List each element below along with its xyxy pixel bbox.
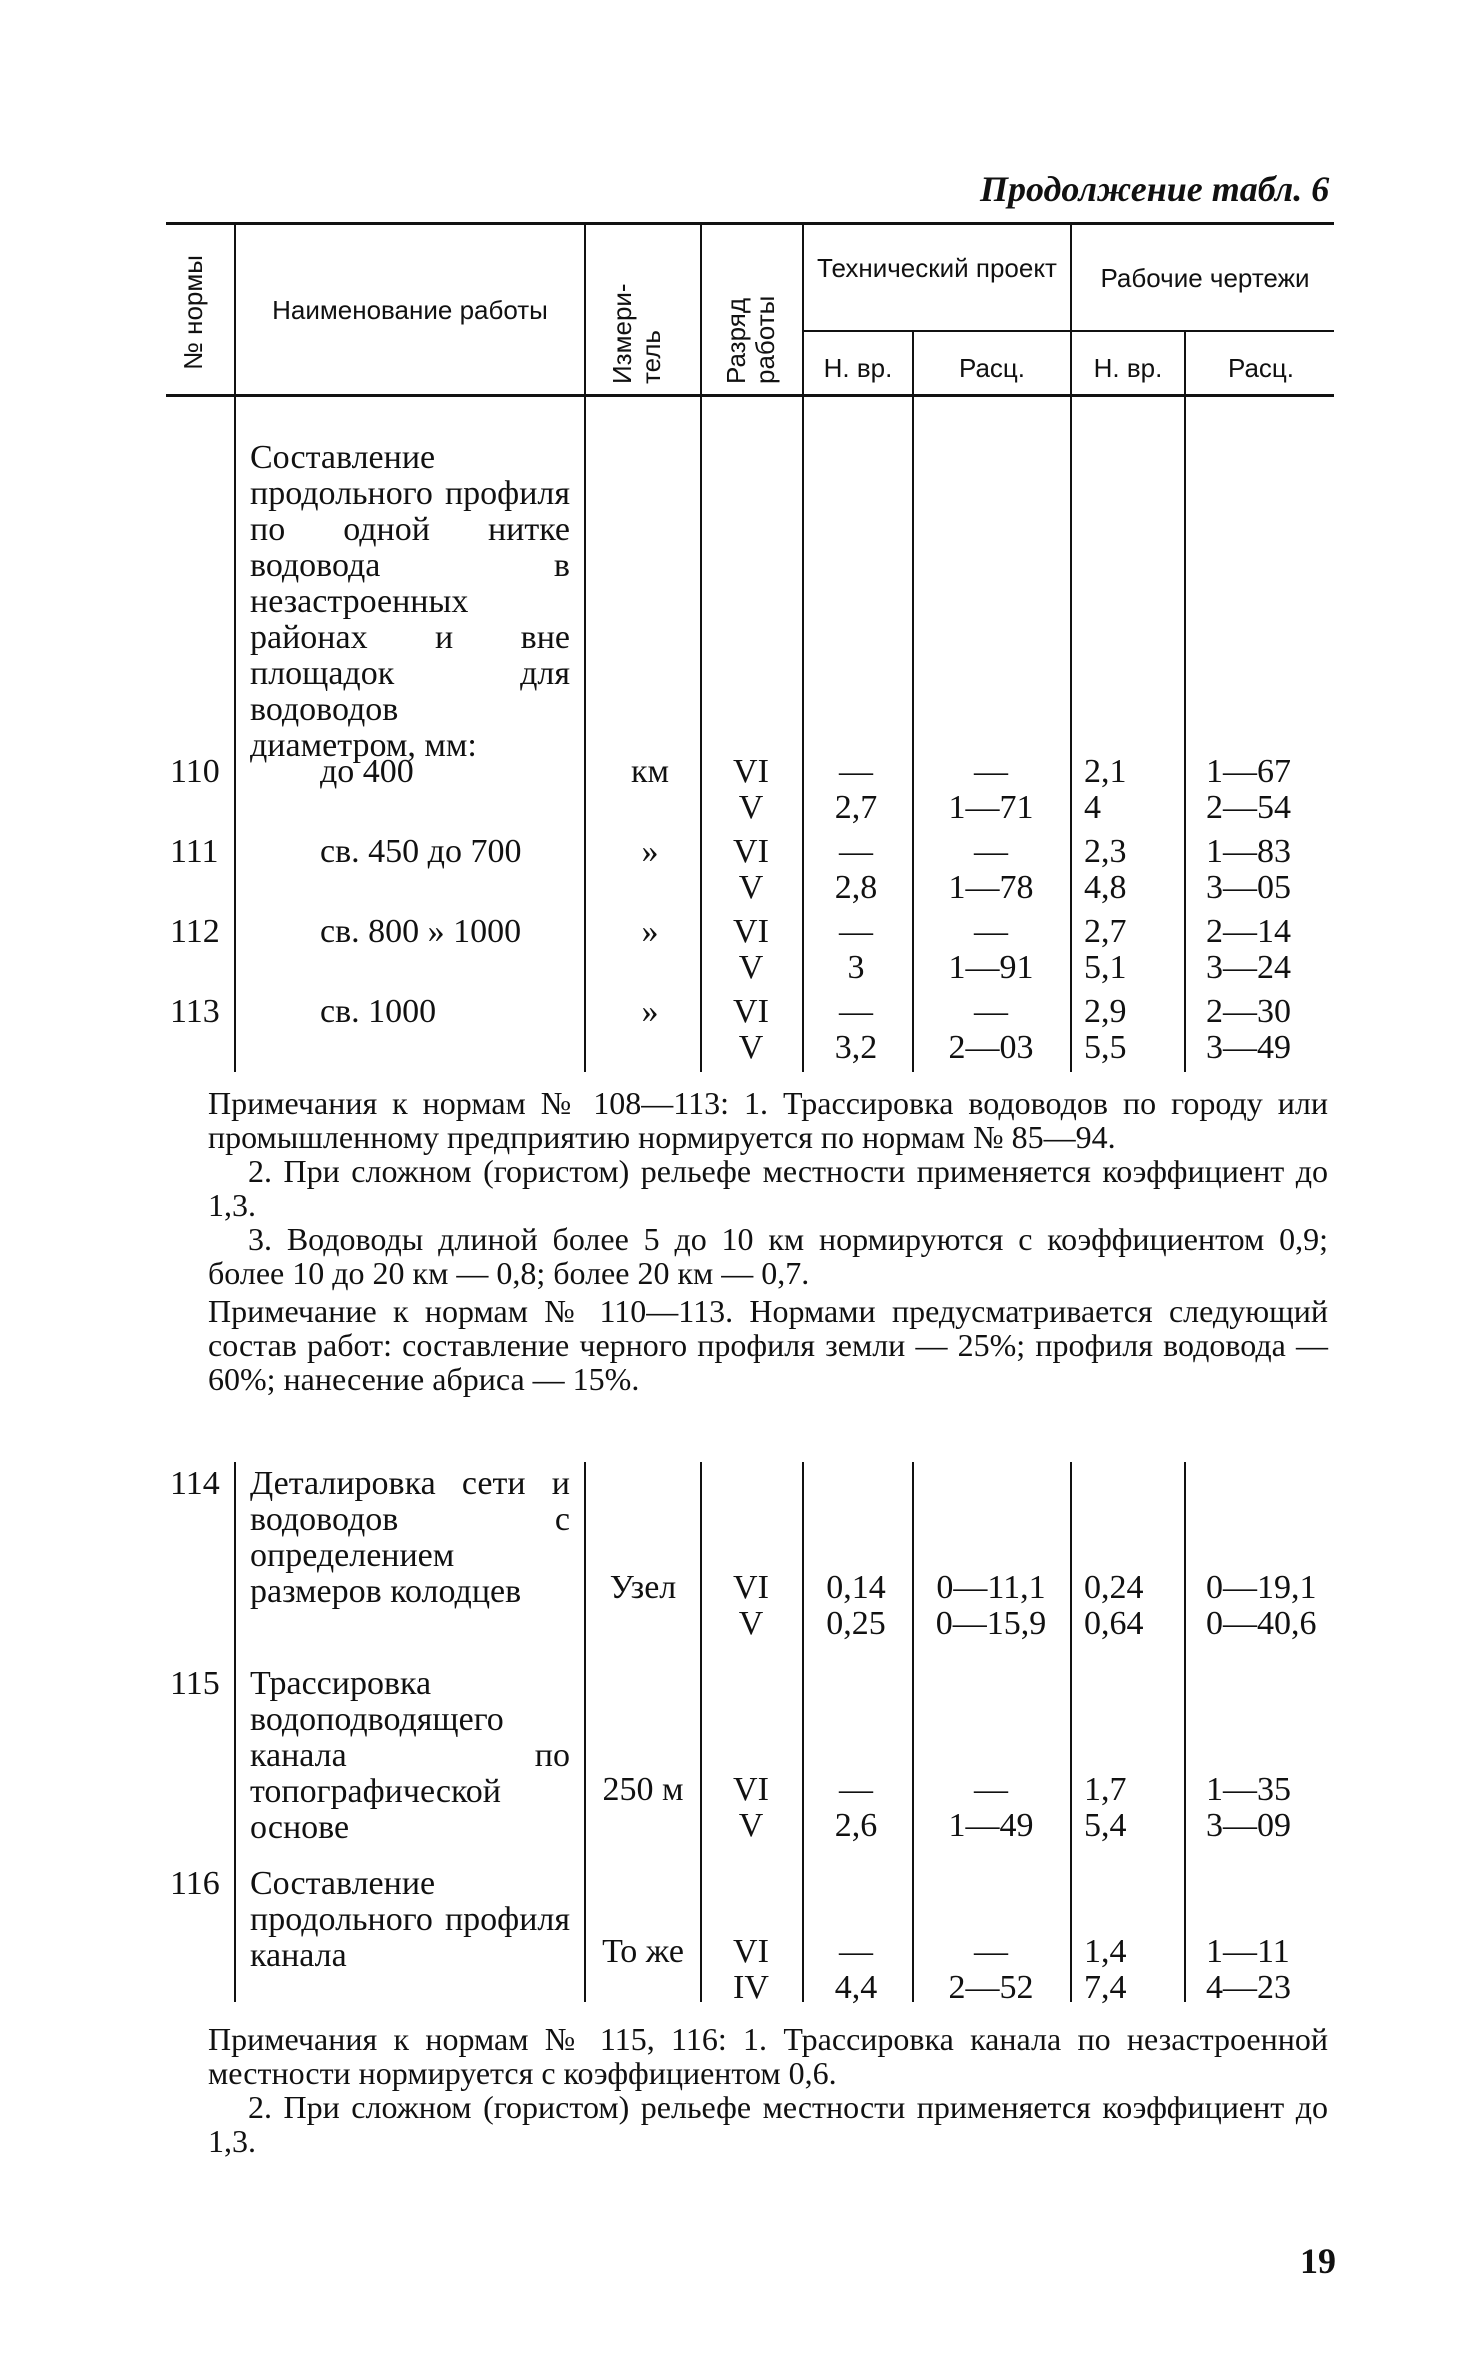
work-rate: 4—23 [1206, 1969, 1291, 2006]
tech-rate: — [974, 753, 1008, 790]
work-rate: 2—14 [1206, 913, 1291, 950]
tech-rate: 1—71 [948, 789, 1034, 826]
grade: V [738, 949, 764, 986]
header-tech-project: Технический проект [817, 253, 1057, 283]
notes-block-1 [208, 1086, 1328, 1396]
work-hours: 4 [1084, 789, 1101, 826]
work-hours: 0,24 [1084, 1569, 1144, 1606]
header-rate2: Расц. [1227, 353, 1295, 383]
work-rate: 1—11 [1206, 1933, 1290, 1970]
group1-intro: Составление продольного профиля по одной нитке водовода в незастроенных районах и вне площадок для водоводов диаметром, мм: [250, 439, 570, 764]
header-work-name: Наименование работы [272, 295, 548, 325]
work-rate: 1—67 [1206, 753, 1291, 790]
note-2-1: Примечания к нормам № 115, 116: 1. Трассировка канала по незастроенной местности нормируется с коэффициентом 0,6. [208, 2021, 1328, 2091]
grade: IV [733, 1969, 769, 2006]
tech-rate: 1—91 [948, 949, 1034, 986]
work-hours: 1,4 [1084, 1933, 1127, 1970]
work-name: до 400 [320, 753, 414, 790]
tech-hours: 0,25 [826, 1605, 886, 1642]
tech-rate: 2—52 [948, 1969, 1034, 2006]
note-1-2: 2. При сложном (гористом) рельефе местности применяется коэффициент до 1,3. [208, 1153, 1328, 1223]
continuation-label: Продолжение табл. 6 [980, 169, 1330, 209]
subheader-rule [802, 330, 1334, 332]
tech-rate: — [974, 913, 1008, 950]
note-1-1: Примечания к нормам № 108—113: 1. Трассировка водоводов по городу или промышленному предприятию нормируется по нормам № 85—94. [208, 1085, 1328, 1155]
tech-hours: — [839, 993, 873, 1030]
grade: V [738, 869, 764, 906]
header-unit: Измери-тель [607, 283, 666, 384]
work-hours: 4,8 [1084, 869, 1127, 906]
work-name: Деталировка сети и водоводов с определением размеров колодцев [250, 1465, 570, 1610]
col-divider [584, 1462, 586, 2002]
norm-number: 111 [170, 833, 219, 870]
tech-hours: — [839, 833, 873, 870]
tech-hours: 4,4 [834, 1969, 878, 2006]
unit: » [641, 833, 659, 870]
col-divider [802, 1462, 804, 2002]
norm-number: 114 [170, 1465, 220, 1502]
note-1-4: Примечание к нормам № 110—113. Нормами предусматривается следующий состав работ: составление черного профиля земли — 25%; профиля водовода — 60%; нанесение абриса — 15%. [208, 1293, 1328, 1397]
tech-rate: — [974, 833, 1008, 870]
tech-rate: — [974, 1771, 1008, 1808]
tech-rate: — [974, 993, 1008, 1030]
unit: » [641, 913, 659, 950]
col-divider [912, 330, 914, 1072]
tech-hours: 2,7 [834, 789, 878, 826]
work-hours: 2,3 [1084, 833, 1127, 870]
work-hours: 1,7 [1084, 1771, 1127, 1808]
tech-rate: 2—03 [948, 1029, 1034, 1066]
work-hours: 5,1 [1084, 949, 1127, 986]
work-hours: 5,4 [1084, 1807, 1127, 1844]
col-divider [700, 1462, 702, 2002]
tech-hours: — [839, 1933, 873, 1970]
grade: V [738, 1807, 764, 1844]
tech-rate: — [974, 1933, 1008, 1970]
unit: 250 м [602, 1771, 684, 1808]
unit: Узел [609, 1569, 677, 1606]
norm-number: 116 [170, 1865, 220, 1902]
work-hours: 0,64 [1084, 1605, 1144, 1642]
tech-hours: 2,8 [834, 869, 878, 906]
page-number: 19 [1300, 2241, 1336, 2281]
work-name: св. 800 » 1000 [320, 913, 522, 950]
work-name: св. 1000 [320, 993, 437, 1030]
tech-hours: 3,2 [834, 1029, 878, 1066]
grade: VI [733, 753, 769, 790]
col-divider [234, 1462, 236, 2002]
tech-rate: 1—49 [948, 1807, 1034, 1844]
header-rate: Расц. [958, 353, 1026, 383]
tech-hours: — [839, 913, 873, 950]
tech-rate: 1—78 [948, 869, 1034, 906]
tech-hours: — [839, 1771, 873, 1808]
header-norm-no: № нормы [178, 255, 208, 370]
work-rate: 0—19,1 [1206, 1569, 1317, 1606]
norm-number: 112 [170, 913, 220, 950]
work-rate: 1—35 [1206, 1771, 1291, 1808]
unit: То же [602, 1933, 684, 1970]
work-hours: 5,5 [1084, 1029, 1127, 1066]
header-hours: Н. вр. [823, 353, 893, 383]
norm-number: 113 [170, 993, 220, 1030]
work-hours: 2,1 [1084, 753, 1127, 790]
grade: VI [733, 1569, 769, 1606]
work-rate: 0—40,6 [1206, 1605, 1317, 1642]
col-divider [1184, 1462, 1186, 2002]
norm-number: 115 [170, 1665, 220, 1702]
grade: VI [733, 993, 769, 1030]
work-hours: 7,4 [1084, 1969, 1127, 2006]
grade: V [738, 1029, 764, 1066]
work-rate: 1—83 [1206, 833, 1291, 870]
col-divider [802, 222, 804, 1072]
work-rate: 3—09 [1206, 1807, 1291, 1844]
grade: VI [733, 833, 769, 870]
grade: VI [733, 913, 769, 950]
work-hours: 2,7 [1084, 913, 1127, 950]
work-rate: 2—54 [1206, 789, 1291, 826]
col-divider [234, 222, 236, 1072]
note-2-2: 2. При сложном (гористом) рельефе местности применяется коэффициент до 1,3. [208, 2089, 1328, 2159]
header-hours2: Н. вр. [1093, 353, 1163, 383]
work-hours: 2,9 [1084, 993, 1127, 1030]
work-rate: 3—05 [1206, 869, 1291, 906]
tech-hours: 3 [847, 949, 865, 986]
col-divider [700, 222, 702, 1072]
unit: » [641, 993, 659, 1030]
work-rate: 2—30 [1206, 993, 1291, 1030]
tech-rate: 0—15,9 [935, 1605, 1047, 1642]
work-name: Составление продольного профиля канала [250, 1865, 570, 1974]
col-divider [1184, 330, 1186, 1072]
work-rate: 3—49 [1206, 1029, 1291, 1066]
grade: V [738, 1605, 764, 1642]
header-working-drawings: Рабочие чертежи [1100, 263, 1310, 293]
col-divider [1070, 1462, 1072, 2002]
tech-rate: 0—11,1 [936, 1569, 1046, 1606]
unit: км [630, 753, 670, 790]
header-bottom-rule [166, 394, 1334, 397]
col-divider [584, 222, 586, 1072]
notes-block-2 [208, 2022, 1328, 2158]
work-name: Трассировка водоподводящего канала по топографической основе [250, 1665, 570, 1846]
grade: VI [733, 1933, 769, 1970]
tech-hours: — [839, 753, 873, 790]
col-divider [912, 1462, 914, 2002]
norm-number: 110 [170, 753, 220, 790]
work-rate: 3—24 [1206, 949, 1291, 986]
grade: V [738, 789, 764, 826]
tech-hours: 0,14 [826, 1569, 886, 1606]
note-1-3: 3. Водоводы длиной более 5 до 10 км нормируются с коэффициентом 0,9; более 10 до 20 км — 0,8; более 20 км — 0,7. [208, 1221, 1328, 1291]
header-grade: Разряд работы [721, 295, 780, 384]
col-divider [1070, 222, 1072, 1072]
grade: VI [733, 1771, 769, 1808]
tech-hours: 2,6 [834, 1807, 878, 1844]
work-name: св. 450 до 700 [320, 833, 522, 870]
